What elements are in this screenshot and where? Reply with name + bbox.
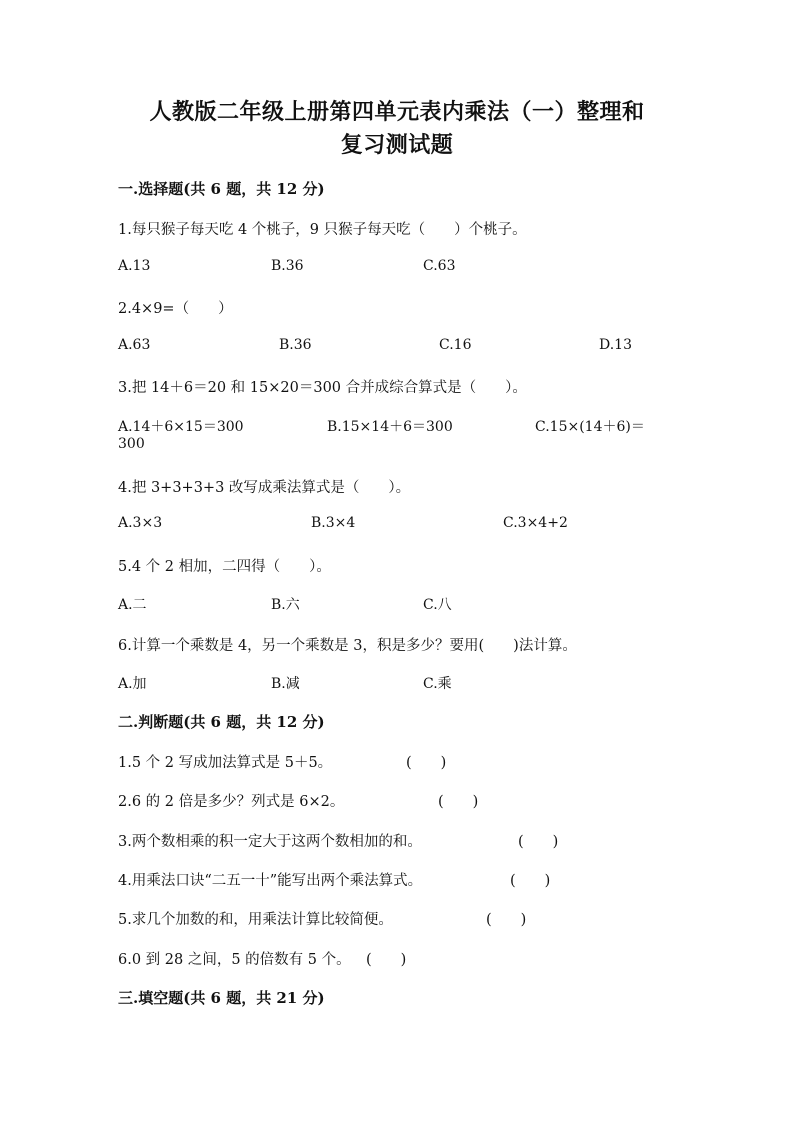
- choice-5-option-b: B.六: [271, 597, 300, 613]
- title-line-2: 复习测试题: [340, 132, 454, 158]
- judge-question-2: 2.6 的 2 倍是多少？列式是 6×2。: [118, 794, 345, 810]
- choice-question-4: 4.把 3+3+3+3 改写成乘法算式是（ ）。: [118, 480, 411, 496]
- choice-3-option-b: B.15×14＋6＝300: [327, 419, 453, 435]
- choice-3-option-c-wrap: 300: [118, 436, 145, 452]
- choice-4-option-c: C.3×4+2: [503, 515, 568, 531]
- judge-5-answer-blank: ( ): [486, 912, 527, 928]
- section-heading-fill: 三.填空题(共 6 题，共 21 分): [118, 989, 325, 1007]
- choice-question-1: 1.每只猴子每天吃 4 个桃子，9 只猴子每天吃（ ）个桃子。: [118, 222, 527, 238]
- choice-1-option-b: B.36: [271, 258, 304, 274]
- choice-2-option-d: D.13: [599, 337, 632, 353]
- judge-question-1: 1.5 个 2 写成加法算式是 5＋5。: [118, 755, 333, 771]
- choice-2-option-b: B.36: [279, 337, 312, 353]
- judge-question-3: 3.两个数相乘的积一定大于这两个数相加的和。: [118, 834, 422, 850]
- choice-1-option-a: A.13: [118, 258, 151, 274]
- judge-3-answer-blank: ( ): [518, 834, 559, 850]
- judge-question-6: 6.0 到 28 之间，5 的倍数有 5 个。: [118, 952, 351, 968]
- section-heading-choice: 一.选择题(共 6 题，共 12 分): [118, 180, 325, 198]
- choice-3-option-c: C.15×(14＋6)＝: [535, 419, 645, 435]
- judge-4-answer-blank: ( ): [510, 873, 551, 889]
- choice-4-option-b: B.3×4: [311, 515, 356, 531]
- choice-2-option-a: A.63: [118, 337, 151, 353]
- choice-1-option-c: C.63: [423, 258, 456, 274]
- title-line-1: 人教版二年级上册第四单元表内乘法（一）整理和: [149, 99, 645, 125]
- choice-question-6: 6.计算一个乘数是 4，另一个乘数是 3，积是多少？要用( )法计算。: [118, 638, 577, 654]
- judge-2-answer-blank: ( ): [438, 794, 479, 810]
- choice-question-3: 3.把 14＋6＝20 和 15×20＝300 合并成综合算式是（ ）。: [118, 380, 527, 396]
- choice-6-option-a: A.加: [118, 676, 147, 692]
- judge-6-answer-blank: ( ): [366, 952, 407, 968]
- judge-1-answer-blank: ( ): [406, 755, 447, 771]
- page-title-text: [60, 96, 734, 162]
- choice-4-option-a: A.3×3: [118, 515, 163, 531]
- choice-6-option-c: C.乘: [423, 676, 452, 692]
- judge-question-4: 4.用乘法口诀“二五一十”能写出两个乘法算式。: [118, 873, 423, 889]
- choice-6-option-b: B.减: [271, 676, 300, 692]
- choice-2-option-c: C.16: [439, 337, 472, 353]
- choice-question-2: 2.4×9=（ ）: [118, 301, 233, 317]
- choice-3-option-a: A.14＋6×15＝300: [118, 419, 244, 435]
- choice-5-option-c: C.八: [423, 597, 452, 613]
- choice-5-option-a: A.二: [118, 597, 147, 613]
- section-heading-judge: 二.判断题(共 6 题，共 12 分): [118, 713, 325, 731]
- judge-question-5: 5.求几个加数的和，用乘法计算比较简便。: [118, 912, 393, 928]
- choice-question-5: 5.4 个 2 相加，二四得（ ）。: [118, 559, 331, 575]
